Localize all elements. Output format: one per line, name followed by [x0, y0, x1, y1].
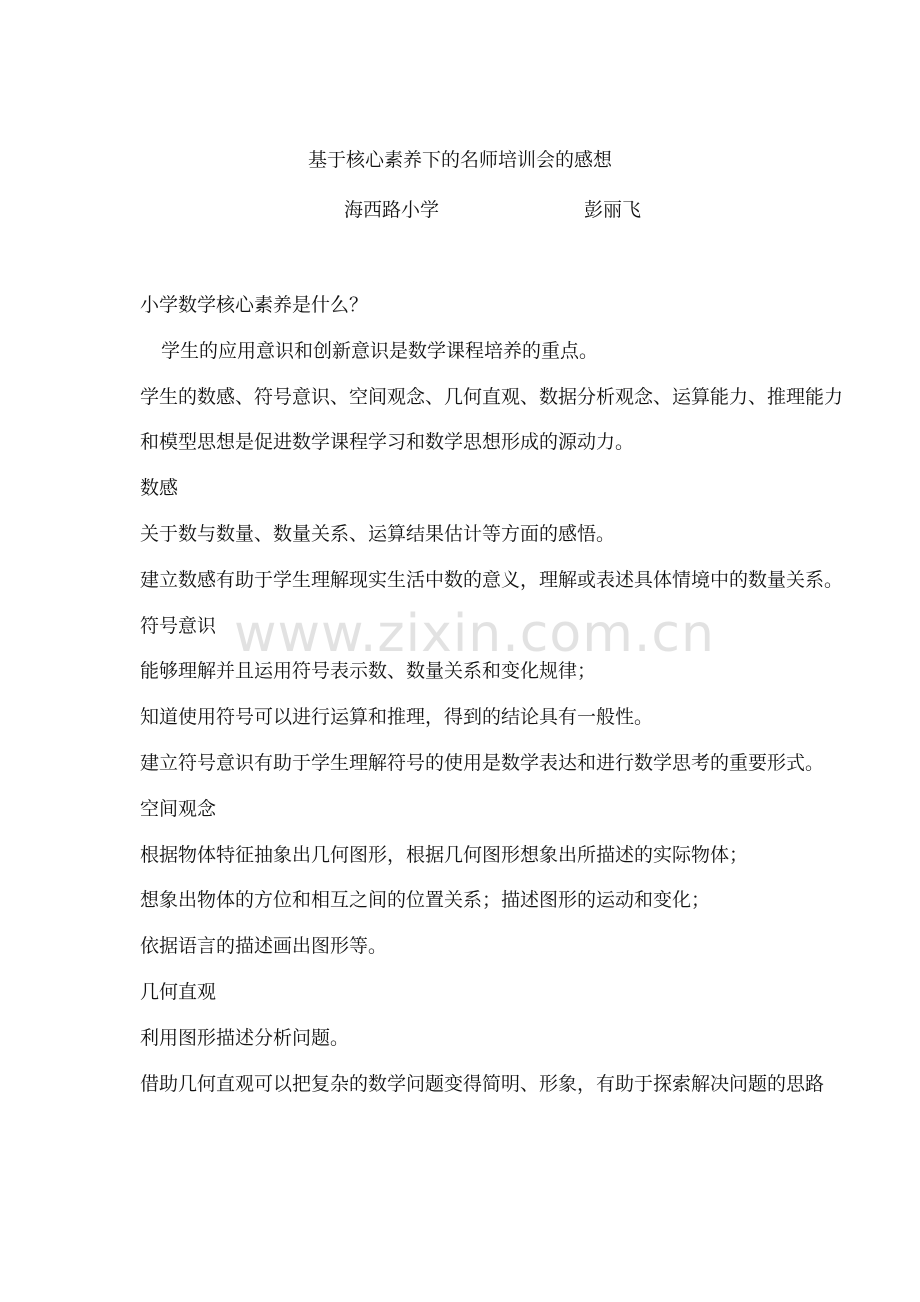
- body-line: 能够理解并且运用符号表示数、数量关系和变化规律；: [140, 660, 597, 683]
- body-line: 想象出物体的方位和相互之间的位置关系；描述图形的运动和变化；: [140, 889, 711, 912]
- body-line: 几何直观: [140, 980, 217, 1003]
- author-name: 彭丽飞: [584, 199, 642, 221]
- body-line: 知道使用符号可以进行运算和推理，得到的结论具有一般性。: [140, 706, 654, 729]
- body-line: 符号意识: [140, 614, 217, 637]
- document-title: 基于核心素养下的名师培训会的感想: [307, 149, 612, 171]
- body-line: 和模型思想是促进数学课程学习和数学思想形成的源动力。: [140, 431, 635, 454]
- body-line: 空间观念: [140, 797, 217, 820]
- school-name: 海西路小学: [344, 199, 440, 221]
- body-line: 学生的应用意识和创新意识是数学课程培养的重点。: [161, 339, 599, 362]
- watermark: www.zixin.com.cn: [234, 604, 715, 664]
- body-line: 学生的数感、符号意识、空间观念、几何直观、数据分析观念、运算能力、推理能力: [140, 385, 844, 408]
- body-line: 建立数感有助于学生理解现实生活中数的意义，理解或表述具体情境中的数量关系。: [140, 568, 844, 591]
- body-line: 依据语言的描述画出图形等。: [140, 935, 388, 958]
- body-line: 利用图形描述分析问题。: [140, 1026, 350, 1049]
- body-line: 数感: [140, 477, 179, 500]
- body-line: 关于数与数量、数量关系、运算结果估计等方面的感悟。: [140, 522, 616, 545]
- body-line: 借助几何直观可以把复杂的数学问题变得简明、形象，有助于探索解决问题的思路: [140, 1072, 825, 1095]
- body-line: 根据物体特征抽象出几何图形，根据几何图形想象出所描述的实际物体；: [140, 843, 749, 866]
- body-line: 建立符号意识有助于学生理解符号的使用是数学表达和进行数学思考的重要形式。: [140, 751, 825, 774]
- body-line: 小学数学核心素养是什么？: [140, 294, 369, 316]
- document-body: [140, 287, 920, 1111]
